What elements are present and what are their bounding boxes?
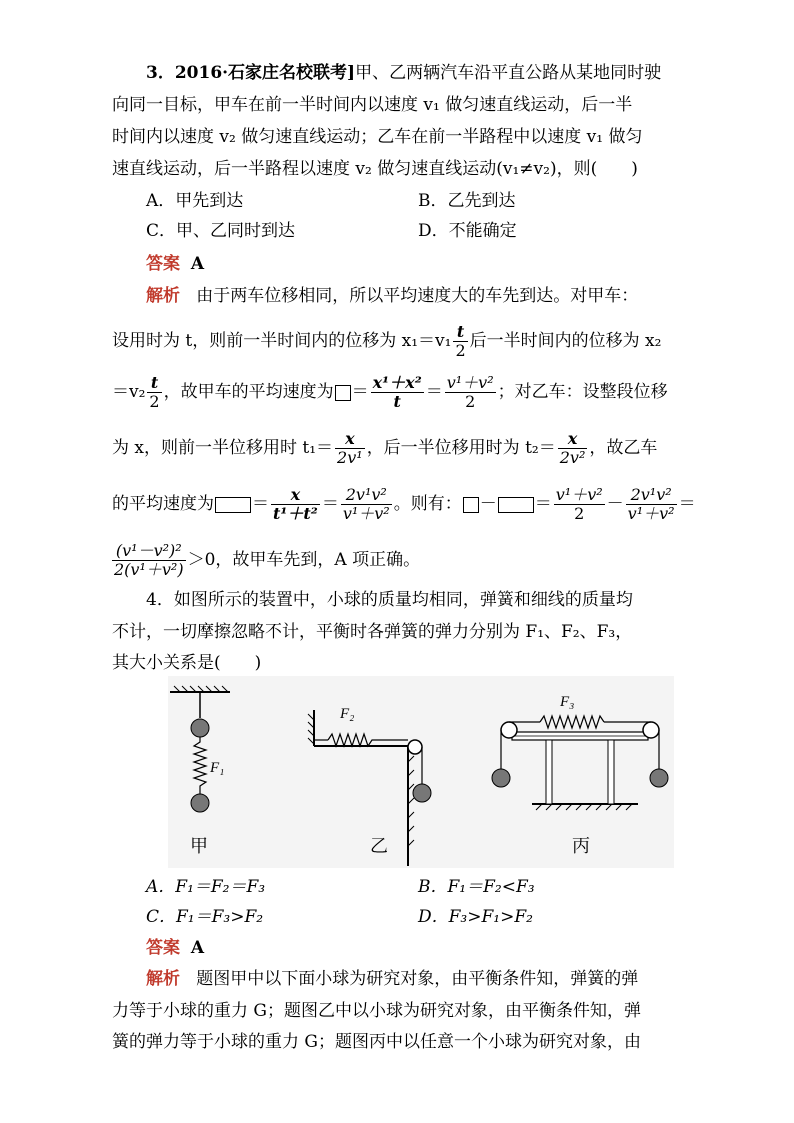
- analysis-label: 解析: [146, 286, 180, 306]
- q3-option-d: D．不能确定: [418, 221, 517, 241]
- label-f1: F₁: [210, 760, 225, 776]
- ball: [492, 769, 510, 787]
- figure-background: [168, 676, 674, 868]
- answer-label: 答案: [146, 938, 180, 958]
- average-velocity-box: [335, 385, 351, 401]
- q3-analysis-3: ＝v₂ $\frac{t}{2}$ ，故甲车的平均速度为 ＝ $\frac{\text{x¹＋x²}}{t}$ ＝ $\frac{\text{v¹＋v²}}{2}$ ；对乙车：设整段位移: [112, 373, 668, 411]
- q3-answer: [146, 253, 204, 275]
- analysis-text: ，后一半位移用时为 t₂＝: [366, 438, 556, 458]
- ball: [650, 769, 668, 787]
- q3-header: 3．2016·石家庄名校联考]: [146, 63, 356, 83]
- fraction: $\frac{t}{2}$: [455, 322, 466, 360]
- q3-analysis-5: 的平均速度为 ＝ $\frac{x}{\text{t¹＋t²}}$ ＝ $\frac{\text{2v¹v²}}{\text{v¹＋v²}}$ 。则有： － ＝ $\frac{\text{v¹＋v²}}{2}$ － $\frac{\text{2v¹v²}}{\text{v¹＋v²}}$ ＝: [112, 485, 696, 523]
- fraction: $\frac{\text{2v¹v²}}{\text{v¹＋v²}}$: [627, 485, 675, 523]
- fraction: $\frac{\text{x¹＋x²}}{t}$: [372, 373, 422, 411]
- average-velocity-box: [463, 497, 479, 513]
- fraction: $\frac{\text{v¹＋v²}}{2}$: [446, 373, 494, 411]
- q3-analysis-1: [146, 285, 638, 307]
- analysis-label: 解析: [146, 969, 180, 989]
- fraction: $\frac{t}{2}$: [149, 373, 160, 411]
- caption-yi: 乙: [370, 836, 388, 857]
- q4-line-1: 4．如图所示的装置中，小球的质量均相同，弹簧和细线的质量均: [146, 590, 633, 610]
- q3-analysis-6: [112, 542, 420, 579]
- q4-analysis-1: [146, 968, 638, 990]
- analysis-text: 设用时为 t，则前一半时间内的位移为 x₁＝v₁: [112, 331, 452, 351]
- q3-analysis-4: [112, 430, 657, 467]
- fraction: $\frac{\text{(v¹－v²)²}}{\text{2(v¹＋v²)}}$: [114, 541, 184, 579]
- q3-line-1: [146, 62, 661, 84]
- label-f3: F₃: [560, 694, 575, 710]
- analysis-text: 为 x，则前一半位移用时 t₁＝: [112, 438, 334, 458]
- q3-option-b: B．乙先到达: [418, 191, 516, 211]
- pulley: [501, 722, 517, 738]
- caption-bing: 丙: [572, 836, 590, 857]
- ball: [191, 794, 209, 812]
- caption-jia: 甲: [190, 836, 208, 857]
- analysis-text: ，故乙车: [589, 438, 658, 458]
- average-velocity-box: [215, 497, 251, 513]
- fraction: $\frac{x}{\text{2v²}}$: [559, 429, 586, 467]
- label-f2: F₂: [340, 706, 355, 722]
- answer-value: A: [190, 938, 205, 958]
- q4-option-d: D．F₃>F₁>F₂: [418, 907, 533, 927]
- analysis-text: 后一半时间内的位移为 x₂: [469, 331, 662, 351]
- q4-option-a: A．F₁＝F₂＝F₃: [146, 877, 266, 897]
- q4-option-b: B．F₁＝F₂<F₃: [418, 877, 535, 897]
- q3-analysis-2: [112, 323, 661, 360]
- average-velocity-box: [498, 497, 534, 513]
- analysis-text: ，故甲车的平均速度为: [163, 382, 334, 402]
- q3-stem-1: 甲、乙两辆汽车沿平直公路从某地同时驶: [355, 63, 662, 83]
- pulley: [408, 740, 422, 754]
- q3-line-3: 时间内以速度 v₂ 做匀速直线运动；乙车在前一半路程中以速度 v₁ 做匀: [112, 127, 643, 147]
- ball: [191, 719, 209, 737]
- q3-option-c: C．甲、乙同时到达: [146, 221, 296, 241]
- analysis-text: ＞0，故甲车先到，A 项正确。: [187, 550, 421, 570]
- fraction: $\frac{x}{\text{2v¹}}$: [337, 429, 363, 467]
- analysis-text: 题图甲中以下面小球为研究对象，由平衡条件知，弹簧的弹: [196, 969, 639, 989]
- q4-option-c: C．F₁＝F₃>F₂: [146, 907, 264, 927]
- q4-analysis-2: 力等于小球的重力 G；题图乙中以小球为研究对象，由平衡条件知，弹: [112, 1001, 641, 1021]
- fraction: $\frac{\text{v¹＋v²}}{2}$: [555, 485, 603, 523]
- analysis-text: 的平均速度为: [112, 494, 214, 514]
- answer-label: 答案: [146, 254, 180, 274]
- q4-line-2: 不计，一切摩擦忽略不计，平衡时各弹簧的弹力分别为 F₁、F₂、F₃，: [112, 622, 633, 642]
- analysis-text: 。则有：: [393, 494, 462, 514]
- q4-figure: [168, 676, 674, 868]
- answer-value: A: [190, 254, 205, 274]
- analysis-text: ；对乙车：设整段位移: [497, 382, 668, 402]
- q4-answer: [146, 937, 204, 959]
- q4-line-3: 其大小关系是( ): [112, 653, 262, 673]
- fraction: $\frac{x}{\text{t¹＋t²}}$: [273, 485, 318, 523]
- q4-analysis-3: 簧的弹力等于小球的重力 G；题图丙中以任意一个小球为研究对象，由: [112, 1032, 641, 1052]
- table-leg: [546, 740, 552, 804]
- table-leg: [608, 740, 614, 804]
- q3-line-4: 速直线运动，后一半路程以速度 v₂ 做匀速直线运动(v₁≠v₂)，则( ): [112, 159, 638, 179]
- analysis-text: ＝v₂: [112, 382, 146, 402]
- pulley: [643, 722, 659, 738]
- q3-option-a: A．甲先到达: [146, 191, 244, 211]
- analysis-text: 由于两车位移相同，所以平均速度大的车先到达。对甲车：: [196, 286, 639, 306]
- q3-line-2: 向同一目标，甲车在前一半时间内以速度 v₁ 做匀速直线运动，后一半: [112, 95, 633, 115]
- ball: [413, 784, 431, 802]
- fraction: $\frac{\text{2v¹v²}}{\text{v¹＋v²}}$: [342, 485, 390, 523]
